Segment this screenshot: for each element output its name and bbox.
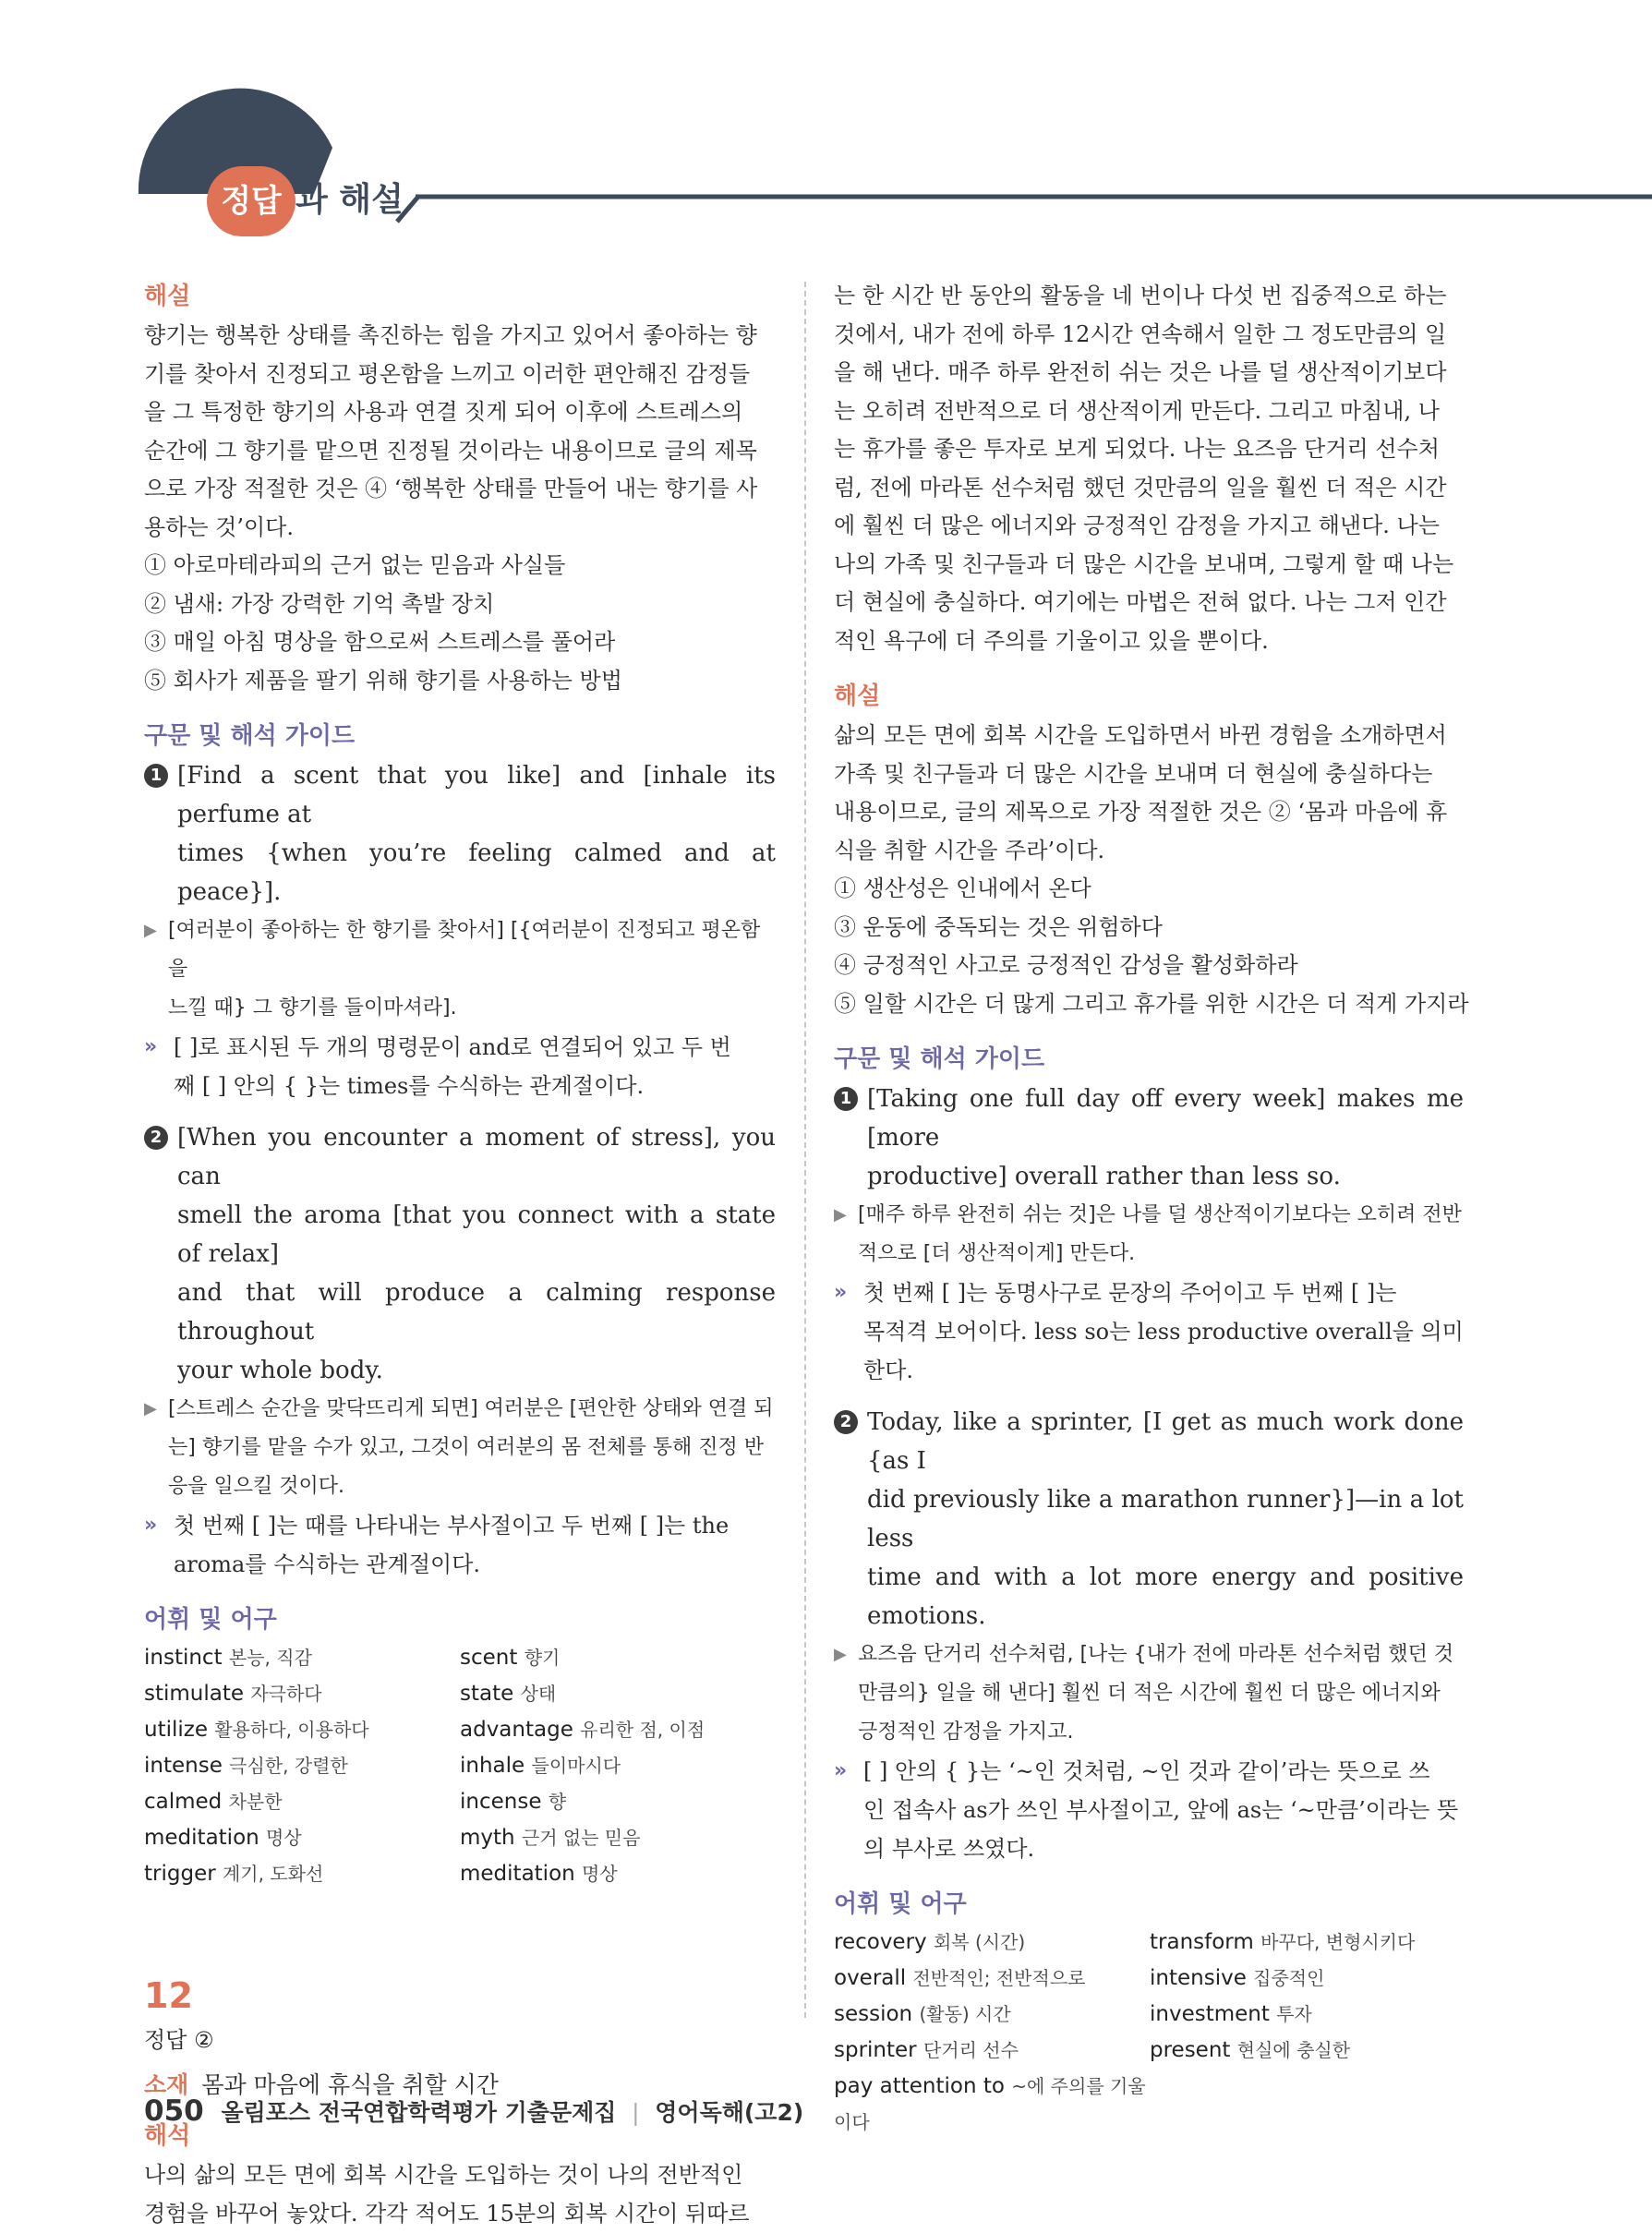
grammar-note: [144, 1028, 776, 1105]
haeseol-body: [834, 717, 1464, 870]
note-line: aroma를 수식하는 관계절이다.: [174, 1545, 776, 1584]
vocab-item: intensive 집중적인: [1150, 1961, 1465, 1997]
note-line: 첫 번째 [ ]는 때를 나타내는 부사절이고 두 번째 [ ]는 the: [174, 1506, 776, 1545]
sentence-line: smell the aroma [that you connect with a state of relax]: [177, 1196, 776, 1273]
haeseok-body: [144, 2156, 776, 2233]
arrow-triangle-icon: ▶: [834, 1636, 858, 1752]
text-line: 더 현실에 충실하다. 여기에는 마법은 전혀 없다. 나는 그저 인간: [834, 584, 1464, 622]
vocab-item: instinct 본능, 직감: [144, 1640, 460, 1676]
grammar-note: [834, 1752, 1464, 1868]
vocab-item: advantage 유리한 점, 이점: [460, 1712, 776, 1748]
translation-line: 적으로 [더 생산적이게] 만든다.: [858, 1235, 1462, 1273]
text-line: 것에서, 내가 전에 하루 12시간 연속해서 일한 그 정도만큼의 일: [834, 316, 1464, 355]
sentence-line: Today, like a sprinter, [I get as much work done {as I: [867, 1403, 1464, 1480]
guide-heading: 구문 및 해석 가이드: [144, 717, 776, 751]
text-line: 내용이므로, 글의 제목으로 가장 적절한 것은 ② ‘몸과 마음에 휴: [834, 793, 1464, 832]
option-list: [144, 547, 776, 700]
translation-line: [여러분이 좋아하는 한 향기를 찾아서] [{여러분이 진정되고 평온함을: [168, 911, 776, 989]
vocab-item: session (활동) 시간: [834, 1997, 1150, 2033]
page-number: 050: [144, 2094, 204, 2128]
double-chevron-icon: »: [144, 1506, 174, 1584]
text-line: 는 휴가를 좋은 투자로 보게 되었다. 나는 요즈음 단거리 선수처: [834, 430, 1464, 469]
circled-number-icon: 1: [144, 764, 168, 788]
option-item: ③ 운동에 중독되는 것은 위험하다: [834, 909, 1464, 948]
vocab-list: [834, 1925, 1464, 2141]
sentence-line: your whole body.: [177, 1351, 776, 1390]
text-line: 용하는 것’이다.: [144, 509, 776, 548]
translation-continuation: [834, 277, 1464, 660]
translation: [144, 911, 776, 1028]
vocab-item: pay attention to ~에 주의를 기울이다: [834, 2069, 1150, 2141]
text-line: 경험을 바꾸어 놓았다. 각각 적어도 15분의 회복 시간이 뒤따르: [144, 2195, 776, 2233]
header-badge: 정답: [207, 166, 295, 236]
vocab-item: present 현실에 충실한: [1150, 2033, 1465, 2069]
guide-heading: 구문 및 해석 가이드: [834, 1040, 1464, 1074]
text-line: 는 오히려 전반적으로 더 생산적이게 만든다. 그리고 마침내, 나: [834, 392, 1464, 431]
topic-line: 소재 몸과 마음에 휴식을 취할 시간: [144, 2067, 776, 2100]
option-list: [834, 870, 1464, 1023]
text-line: 을 해 낸다. 매주 하루 완전히 쉬는 것은 나를 덜 생산적이기보다: [834, 354, 1464, 392]
sentence-line: did previously like a marathon runner}]—in a lot less: [867, 1480, 1464, 1558]
answer-line: 정답 ②: [144, 2022, 776, 2054]
vocab-item: scent 향기: [460, 1640, 776, 1676]
circled-number-icon: 2: [834, 1410, 858, 1434]
note-line: 의 부사로 쓰였다.: [863, 1829, 1464, 1868]
subject-name: 영어독해(고2): [655, 2099, 803, 2126]
vocab-item: calmed 차분한: [144, 1784, 460, 1820]
translation-line: [매주 하루 완전히 쉬는 것]은 나를 덜 생산적이기보다는 오히려 전반: [858, 1196, 1462, 1235]
circled-number-icon: 1: [834, 1087, 858, 1111]
vocab-item: transform 바꾸다, 변형시키다: [1150, 1925, 1465, 1961]
vocab-list: [144, 1640, 776, 1892]
left-column: [144, 277, 776, 2233]
note-line: 한다.: [863, 1351, 1464, 1390]
text-line: 식을 취할 시간을 주라’이다.: [834, 832, 1464, 871]
vocab-heading: 어휘 및 어구: [834, 1885, 1464, 1919]
note-line: 첫 번째 [ ]는 동명사구로 문장의 주어이고 두 번째 [ ]는: [863, 1273, 1464, 1312]
haeseol-heading: 해설: [144, 277, 776, 311]
text-line: 나의 가족 및 친구들과 더 많은 시간을 보내며, 그렇게 할 때 나는: [834, 546, 1464, 585]
translation: [144, 1390, 776, 1506]
page-footer: [144, 2094, 803, 2128]
vocab-item: recovery 회복 (시간): [834, 1925, 1150, 1961]
arrow-triangle-icon: ▶: [144, 911, 168, 1028]
translation-line: 는] 향기를 맡을 수가 있고, 그것이 여러분의 몸 전체를 통해 진정 반: [168, 1429, 774, 1467]
text-line: 을 그 특정한 향기의 사용과 연결 짓게 되어 이후에 스트레스의: [144, 393, 776, 432]
double-chevron-icon: »: [834, 1273, 863, 1390]
arrow-triangle-icon: ▶: [144, 1390, 168, 1506]
example-sentence: [144, 1118, 776, 1390]
example-sentence: [834, 1080, 1464, 1196]
note-line: 목적격 보어이다. less so는 less productive overall을 의미: [863, 1312, 1464, 1351]
haeseol-body: [144, 317, 776, 547]
header-title: 과 해설: [295, 174, 404, 221]
text-line: 는 한 시간 반 동안의 활동을 네 번이나 다섯 번 집중적으로 하는: [834, 277, 1464, 316]
footer-divider: |: [632, 2099, 639, 2126]
vocab-item: overall 전반적인; 전반적으로: [834, 1961, 1150, 1997]
vocab-item: utilize 활용하다, 이용하다: [144, 1712, 460, 1748]
vocab-item: stimulate 자극하다: [144, 1676, 460, 1712]
vocab-item: trigger 계기, 도화선: [144, 1856, 460, 1892]
right-column: [834, 277, 1464, 2141]
vocab-item: state 상태: [460, 1676, 776, 1712]
double-chevron-icon: »: [144, 1028, 174, 1105]
text-line: 나의 삶의 모든 면에 회복 시간을 도입하는 것이 나의 전반적인: [144, 2156, 776, 2195]
option-item: ⑤ 회사가 제품을 팔기 위해 향기를 사용하는 방법: [144, 662, 776, 701]
question-number: 12: [144, 1975, 776, 2016]
note-line: 인 접속사 as가 쓰인 부사절이고, 앞에 as는 ‘~만큼’이라는 뜻: [863, 1791, 1464, 1829]
vocab-item: meditation 명상: [460, 1856, 776, 1892]
sentence-line: time and with a lot more energy and positive emotions.: [867, 1558, 1464, 1636]
double-chevron-icon: »: [834, 1752, 863, 1868]
vocab-item: meditation 명상: [144, 1820, 460, 1856]
sentence-line: productive] overall rather than less so.: [867, 1157, 1464, 1196]
text-line: 기를 찾아서 진정되고 평온함을 느끼고 이러한 편안해진 감정들: [144, 356, 776, 394]
option-item: ① 생산성은 인내에서 온다: [834, 870, 1464, 909]
option-item: ① 아로마테라피의 근거 없는 믿음과 사실들: [144, 547, 776, 585]
note-line: [ ]로 표시된 두 개의 명령문이 and로 연결되어 있고 두 번: [174, 1028, 776, 1067]
sentence-line: [Taking one full day off every week] makes me [more: [867, 1080, 1464, 1157]
vocab-item: myth 근거 없는 믿음: [460, 1820, 776, 1856]
example-sentence: [834, 1403, 1464, 1636]
translation-line: [스트레스 순간을 맞닥뜨리게 되면] 여러분은 [편안한 상태와 연결 되: [168, 1390, 774, 1429]
arrow-triangle-icon: ▶: [834, 1196, 858, 1273]
sentence-line: and that will produce a calming response throughout: [177, 1273, 776, 1351]
option-item: ④ 긍정적인 사고로 긍정적인 감성을 활성화하라: [834, 947, 1464, 985]
text-line: 적인 욕구에 더 주의를 기울이고 있을 뿐이다.: [834, 622, 1464, 661]
vocab-item: sprinter 단거리 선수: [834, 2033, 1150, 2069]
page-header: [0, 0, 1652, 240]
translation-line: 요즈음 단거리 선수처럼, [나는 {내가 전에 마라톤 선수처럼 했던 것: [858, 1636, 1453, 1674]
option-item: ⑤ 일할 시간은 더 많게 그리고 휴가를 위한 시간은 더 적게 가지라: [834, 985, 1464, 1024]
book-title: 올림포스 전국연합학력평가 기출문제집: [221, 2099, 616, 2126]
translation-line: 긍정적인 감정을 가지고.: [858, 1713, 1453, 1752]
haeseol-heading: 해설: [834, 677, 1464, 711]
grammar-note: [144, 1506, 776, 1584]
text-line: 으로 가장 적절한 것은 ④ ‘행복한 상태를 만들어 내는 향기를 사: [144, 470, 776, 509]
text-line: 향기는 행복한 상태를 촉진하는 힘을 가지고 있어서 좋아하는 향: [144, 317, 776, 356]
sentence-line: [Find a scent that you like] and [inhale its perfume at: [177, 756, 776, 834]
sentence-line: times {when you’re feeling calmed and at peace}].: [177, 834, 776, 911]
translation-line: 만큼의} 일을 해 낸다] 훨씬 더 적은 시간에 훨씬 더 많은 에너지와: [858, 1674, 1453, 1713]
vocab-item: inhale 들이마시다: [460, 1748, 776, 1784]
vocab-item: incense 향: [460, 1784, 776, 1820]
example-sentence: [144, 756, 776, 911]
note-line: [ ] 안의 { }는 ‘~인 것처럼, ~인 것과 같이’라는 뜻으로 쓰: [863, 1752, 1464, 1791]
text-line: 가족 및 친구들과 더 많은 시간을 보내며 더 현실에 충실하다는: [834, 755, 1464, 794]
translation-line: 느낄 때} 그 향기를 들이마셔라].: [168, 989, 776, 1028]
text-line: 에 훨씬 더 많은 에너지와 긍정적인 감정을 가지고 해낸다. 나는: [834, 507, 1464, 546]
column-divider: [804, 282, 806, 2018]
translation: [834, 1636, 1464, 1752]
text-line: 럼, 전에 마라톤 선수처럼 했던 것만큼의 일을 훨씬 더 적은 시간: [834, 469, 1464, 508]
circled-number-icon: 2: [144, 1126, 168, 1150]
note-line: 째 [ ] 안의 { }는 times를 수식하는 관계절이다.: [174, 1067, 776, 1105]
text-line: 순간에 그 향기를 맡으면 진정될 것이라는 내용이므로 글의 제목: [144, 432, 776, 471]
vocab-item: intense 극심한, 강렬한: [144, 1748, 460, 1784]
grammar-note: [834, 1273, 1464, 1390]
translation: [834, 1196, 1464, 1273]
vocab-heading: 어휘 및 어구: [144, 1600, 776, 1635]
option-item: ② 냄새: 가장 강력한 기억 촉발 장치: [144, 585, 776, 624]
vocab-item: investment 투자: [1150, 1997, 1465, 2033]
translation-line: 응을 일으킬 것이다.: [168, 1467, 774, 1506]
option-item: ③ 매일 아침 명상을 함으로써 스트레스를 풀어라: [144, 623, 776, 662]
sentence-line: [When you encounter a moment of stress], you can: [177, 1118, 776, 1196]
haeseok-heading: 해석: [144, 2117, 776, 2151]
text-line: 삶의 모든 면에 회복 시간을 도입하면서 바뀐 경험을 소개하면서: [834, 717, 1464, 755]
